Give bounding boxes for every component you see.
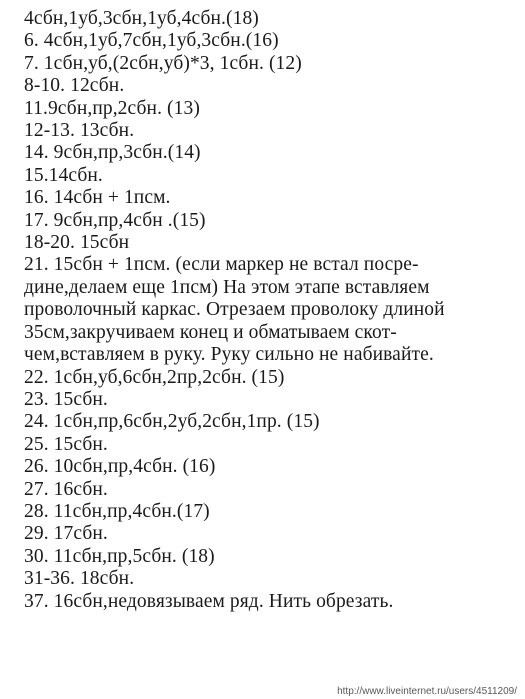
pattern-line: дине,делаем еще 1псм) На этом этапе вставляем: [24, 276, 430, 298]
pattern-line: 26. 10сбн,пр,4сбн. (16): [24, 456, 216, 478]
pattern-line: 21. 15сбн + 1псм. (если маркер не встал посре-: [24, 254, 419, 276]
pattern-line: 31-36. 18сбн.: [24, 568, 135, 590]
pattern-line: 8-10. 12сбн.: [24, 75, 125, 97]
pattern-line: 12-13. 13сбн.: [24, 120, 135, 142]
pattern-line: чем,вставляем в руку. Руку сильно не набивайте.: [24, 344, 434, 366]
pattern-line: 30. 11сбн,пр,5сбн. (18): [24, 545, 215, 567]
pattern-line: 24. 1сбн,пр,6сбн,2уб,2сбн,1пр. (15): [24, 411, 320, 433]
pattern-line: 35см,закручиваем конец и обматываем скот-: [24, 321, 397, 343]
pattern-line: 23. 15сбн.: [24, 388, 108, 410]
pattern-line: 4сбн,1уб,3сбн,1уб,4сбн.(18): [24, 8, 259, 29]
watermark-url: http://www.liveinternet.ru/users/4511209/: [337, 686, 517, 697]
pattern-line: 15.14сбн.: [24, 164, 103, 186]
pattern-line: 22. 1сбн,уб,6сбн,2пр,2сбн. (15): [24, 366, 285, 388]
pattern-line: 37. 16сбн,недовязываем ряд. Нить обрезать.: [24, 590, 394, 612]
pattern-line: 27. 16сбн.: [24, 478, 108, 500]
pattern-line: 25. 15сбн.: [24, 433, 108, 455]
pattern-line: 17. 9сбн,пр,4сбн .(15): [24, 209, 206, 231]
pattern-line: 28. 11сбн,пр,4сбн.(17): [24, 500, 210, 522]
pattern-line: 11.9сбн,пр,2сбн. (13): [24, 97, 200, 119]
pattern-line: 18-20. 15сбн: [24, 232, 130, 254]
pattern-line: 14. 9сбн,пр,3сбн.(14): [24, 142, 201, 164]
pattern-line: 16. 14сбн + 1псм.: [24, 187, 171, 209]
crochet-pattern-lines: [24, 8, 504, 613]
pattern-line: 7. 1сбн,уб,(2сбн,уб)*3, 1сбн. (12): [24, 52, 302, 74]
pattern-line: 6. 4сбн,1уб,7сбн,1уб,3сбн.(16): [24, 30, 279, 52]
pattern-line: проволочный каркас. Отрезаем проволоку длиной: [24, 299, 445, 321]
pattern-line: 29. 17сбн.: [24, 523, 108, 545]
